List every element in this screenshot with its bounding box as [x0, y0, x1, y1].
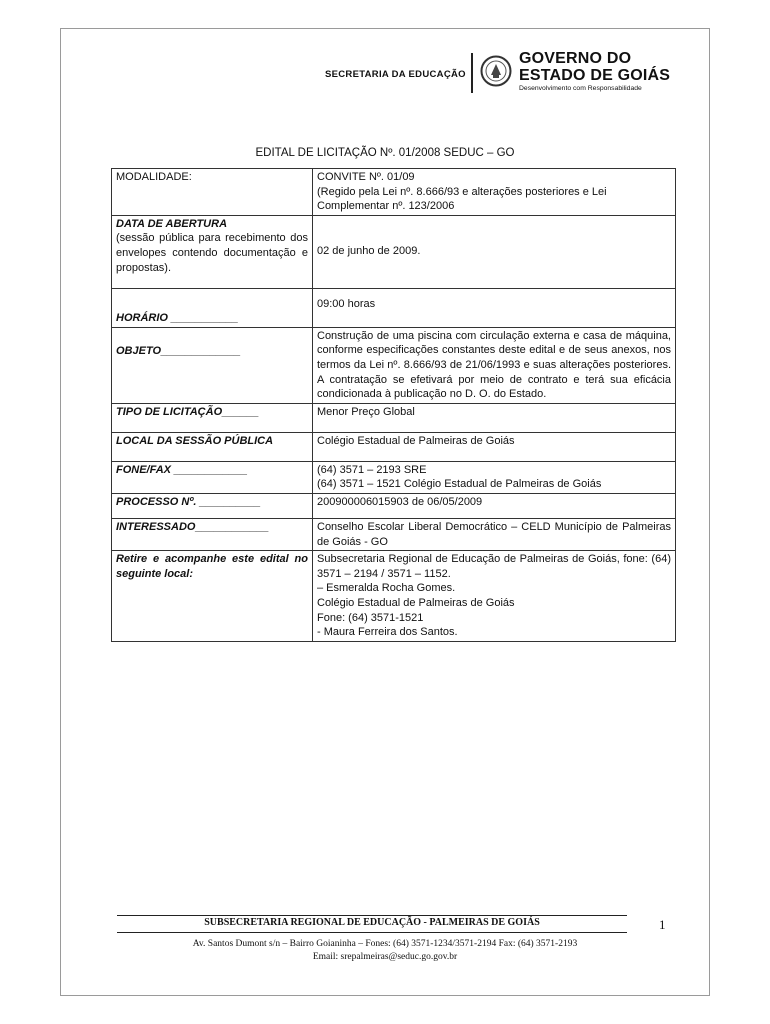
value-tipo [313, 403, 676, 432]
value-text: 02 de junho de 2009. [317, 245, 421, 258]
value-line: Colégio Estadual de Palmeiras de Goiás [317, 596, 515, 609]
label-local [112, 432, 313, 461]
value-line: (Regido pela Lei nº. 8.666/93 e alterações posteriores e Lei Complementar nº. 123/2006 [317, 185, 607, 213]
document-title: EDITAL DE LICITAÇÃO Nº. 01/2008 SEDUC – GO [255, 147, 515, 159]
value-text: 200900006015903 de 06/05/2009 [317, 495, 483, 508]
value-line: Subsecretaria Regional de Educação de Palmeiras de Goiás, fone: (64) 3571 – 2194 / 3571 – 1152. [317, 553, 671, 580]
value-text: Menor Preço Global [317, 405, 415, 418]
edital-table [111, 168, 676, 642]
value-interessado [313, 518, 676, 550]
label-interessado [112, 518, 313, 550]
label-text: HORÁRIO ___________ [116, 312, 239, 325]
label-text: MODALIDADE: [116, 171, 192, 183]
value-horario [313, 288, 676, 327]
footer-title: SUBSECRETARIA REGIONAL DE EDUCAÇÃO - PALMEIRAS DE GOIÁS [204, 917, 540, 928]
label-text: Retire e acompanhe este edital no seguinte local: [116, 553, 308, 580]
label-abertura [112, 215, 313, 288]
row-objeto [112, 327, 676, 403]
value-line: – Esmeralda Rocha Gomes. [317, 582, 456, 595]
state-seal-icon [480, 55, 512, 87]
value-abertura [313, 215, 676, 288]
row-fone [112, 461, 676, 493]
label-text: INTERESSADO____________ [116, 520, 269, 533]
footer-address-block [61, 938, 709, 964]
value-line: (64) 3571 – 2193 SRE [317, 463, 427, 476]
value-text: Conselho Escolar Liberal Democrático – CELD Município de Palmeiras de Goiás - GO [317, 520, 671, 548]
label-fone [112, 461, 313, 493]
value-processo [313, 493, 676, 518]
label-subtext: (sessão pública para recebimento dos envelopes contendo documentação e propostas). [116, 232, 308, 274]
row-tipo [112, 403, 676, 432]
label-modalidade [112, 169, 313, 216]
label-text: OBJETO_____________ [116, 344, 241, 357]
value-objeto [313, 327, 676, 403]
value-modalidade [313, 169, 676, 216]
label-retire [112, 551, 313, 642]
row-abertura [112, 215, 676, 288]
row-horario [112, 288, 676, 327]
document-page [60, 28, 710, 996]
governo-slogan: Desenvolvimento com Responsabilidade [519, 85, 642, 92]
row-local [112, 432, 676, 461]
footer-rule-top [117, 915, 627, 916]
value-line: - Maura Ferreira dos Santos. [317, 626, 458, 639]
value-text: 09:00 horas [317, 297, 376, 310]
row-modalidade [112, 169, 676, 216]
label-horario [112, 288, 313, 327]
footer-email: Email: srepalmeiras@seduc.go.gov.br [312, 952, 458, 962]
letterhead-divider [471, 53, 473, 93]
value-line: Fone: (64) 3571-1521 [317, 611, 424, 624]
label-text: FONE/FAX ____________ [116, 463, 248, 476]
value-fone [313, 461, 676, 493]
label-tipo [112, 403, 313, 432]
row-interessado [112, 518, 676, 550]
label-text: PROCESSO Nº. __________ [116, 495, 261, 508]
row-processo [112, 493, 676, 518]
label-text: DATA DE ABERTURA [116, 217, 228, 230]
value-retire [313, 551, 676, 642]
value-text: Construção de uma piscina com circulação externa e casa de máquina, conforme especificações constantes deste edital e de seus anexos, nos termos da Lei nº. 8.666/93 de 21/06/1993 e suas alterações posteriores. A contratação se efetivará por meio de contrato e terá sua eficácia condicionada à publicação no D. O. do Estado. [317, 329, 671, 401]
value-line: CONVITE Nº. 01/09 [317, 171, 415, 183]
label-text: TIPO DE LICITAÇÃO______ [116, 405, 259, 418]
value-local [313, 432, 676, 461]
letterhead [61, 29, 709, 109]
footer-rule-bottom [117, 932, 627, 933]
label-text: LOCAL DA SESSÃO PÚBLICA [116, 434, 274, 447]
value-text: Colégio Estadual de Palmeiras de Goiás [317, 434, 515, 447]
page-number: 1 [659, 917, 666, 932]
row-retire [112, 551, 676, 642]
footer-address: Av. Santos Dumont s/n – Bairro Goianinha – Fones: (64) 3571-1234/3571-2194 Fax: (64) 3571-2193 [192, 939, 578, 949]
secretaria-label: SECRETARIA DA EDUCAÇÃO [325, 69, 466, 80]
governo-line2: ESTADO DE GOIÁS [519, 67, 671, 84]
label-processo [112, 493, 313, 518]
label-objeto [112, 327, 313, 403]
governo-line1: GOVERNO DO [519, 50, 632, 67]
value-line: (64) 3571 – 1521 Colégio Estadual de Palmeiras de Goiás [317, 478, 602, 491]
